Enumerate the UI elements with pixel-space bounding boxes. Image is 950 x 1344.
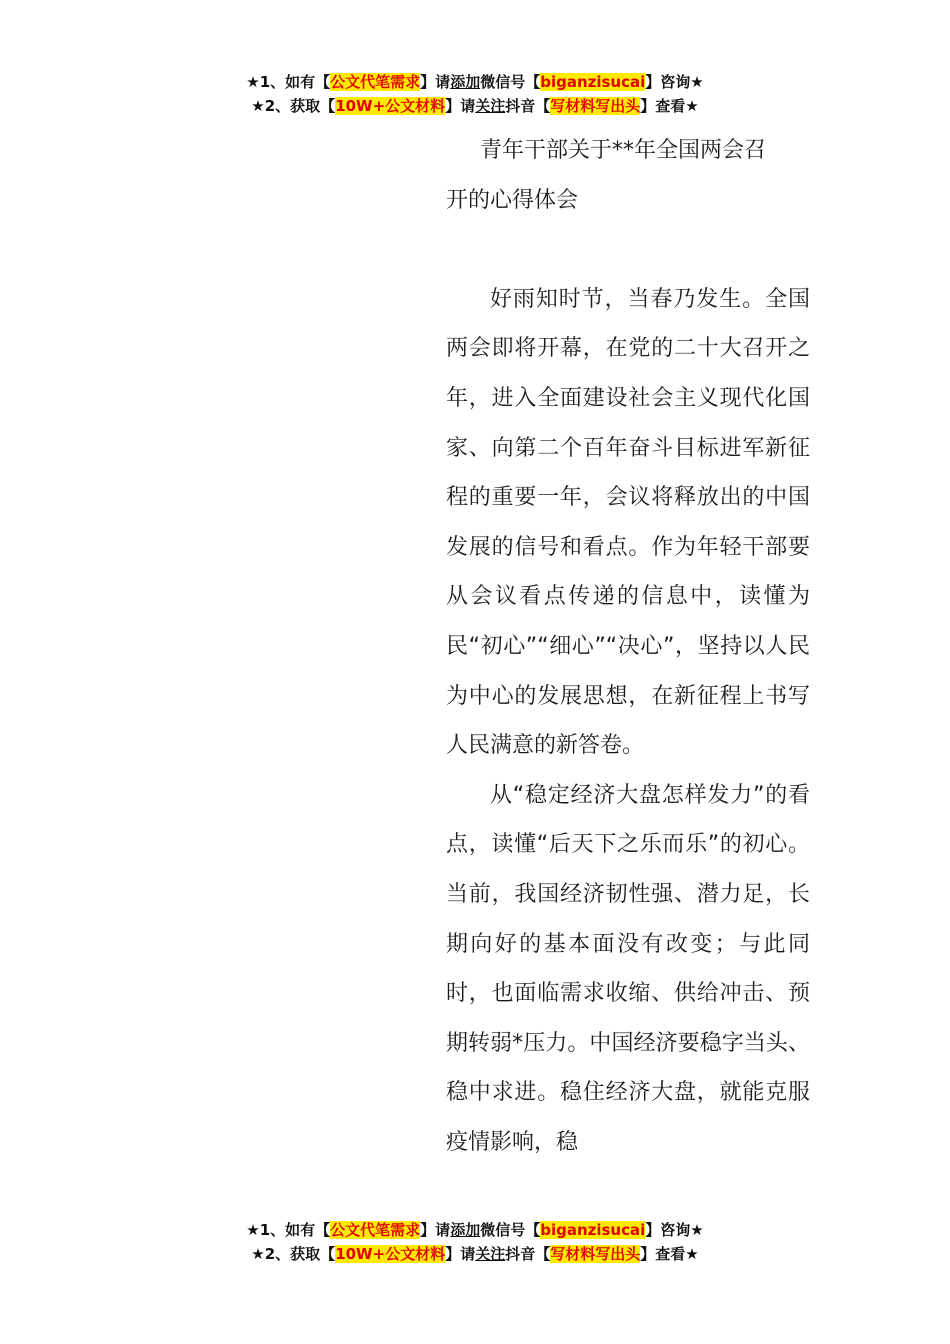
footer-line-2 xyxy=(0,1242,950,1266)
paragraph-1: 好雨知时节，当春乃发生。全国两会即将开幕，在党的二十大召开之年，进入全面建设社会主义现代化国家、向第二个百年奋斗目标进军新征程的重要一年，会议将释放出的中国发展的信号和看点。作为年轻干部要从会议看点传递的信息中，读懂为民“初心”“细心”“决心”，坚持以人民为中心的发展思想，在新征程上书写人民满意的新答卷。 xyxy=(446,286,810,759)
banner-text: 】咨询★ xyxy=(645,73,704,91)
banner-text: 抖音【 xyxy=(505,1245,551,1263)
banner-highlight: 写材料写出头 xyxy=(550,97,641,115)
banner-highlight: 公文代笔需求 xyxy=(330,73,421,91)
banner-highlight: biganzisucai xyxy=(540,73,646,91)
document-title-line-1: 青年干部关于**年全国两会召 xyxy=(480,138,767,163)
banner-text: 】请 xyxy=(420,1221,451,1239)
banner-underline: 添加 xyxy=(450,1221,481,1239)
banner-line-1 xyxy=(0,70,950,94)
banner-highlight: biganzisucai xyxy=(540,1221,646,1239)
banner-text: 微信号【 xyxy=(480,1221,541,1239)
banner-underline: 关注 xyxy=(475,97,506,115)
banner-text: 】咨询★ xyxy=(645,1221,704,1239)
banner-underline: 添加 xyxy=(450,73,481,91)
banner-text: ★1、如有【 xyxy=(246,73,331,91)
banner-text: 】查看★ xyxy=(640,1245,699,1263)
banner-highlight: 10W+公文材料 xyxy=(335,1245,446,1263)
banner-highlight: 公文代笔需求 xyxy=(330,1221,421,1239)
banner-text: 】查看★ xyxy=(640,97,699,115)
banner-text: 】请 xyxy=(445,97,476,115)
banner-line-2 xyxy=(0,94,950,118)
banner-text: 】请 xyxy=(445,1245,476,1263)
header-banner xyxy=(0,70,950,118)
document-title-line-2: 开的心得体会 xyxy=(446,187,579,213)
banner-text: ★2、获取【 xyxy=(251,1245,336,1263)
banner-highlight: 10W+公文材料 xyxy=(335,97,446,115)
banner-underline: 关注 xyxy=(475,1245,506,1263)
document-body xyxy=(446,126,810,1167)
banner-text: ★2、获取【 xyxy=(251,97,336,115)
banner-text: ★1、如有【 xyxy=(246,1221,331,1239)
banner-text: 微信号【 xyxy=(480,73,541,91)
banner-text: 】请 xyxy=(420,73,451,91)
footer-banner xyxy=(0,1218,950,1266)
banner-highlight: 写材料写出头 xyxy=(550,1245,641,1263)
paragraph-2: 从“稳定经济大盘怎样发力”的看点，读懂“后天下之乐而乐”的初心。当前，我国经济韧性强、潜力足，长期向好的基本面没有改变；与此同时，也面临需求收缩、供给冲击、预期转弱*压力。中国经济要稳字当头、稳中求进。稳住经济大盘，就能克服疫情影响，稳 xyxy=(446,782,810,1155)
banner-text: 抖音【 xyxy=(505,97,551,115)
footer-line-1 xyxy=(0,1218,950,1242)
